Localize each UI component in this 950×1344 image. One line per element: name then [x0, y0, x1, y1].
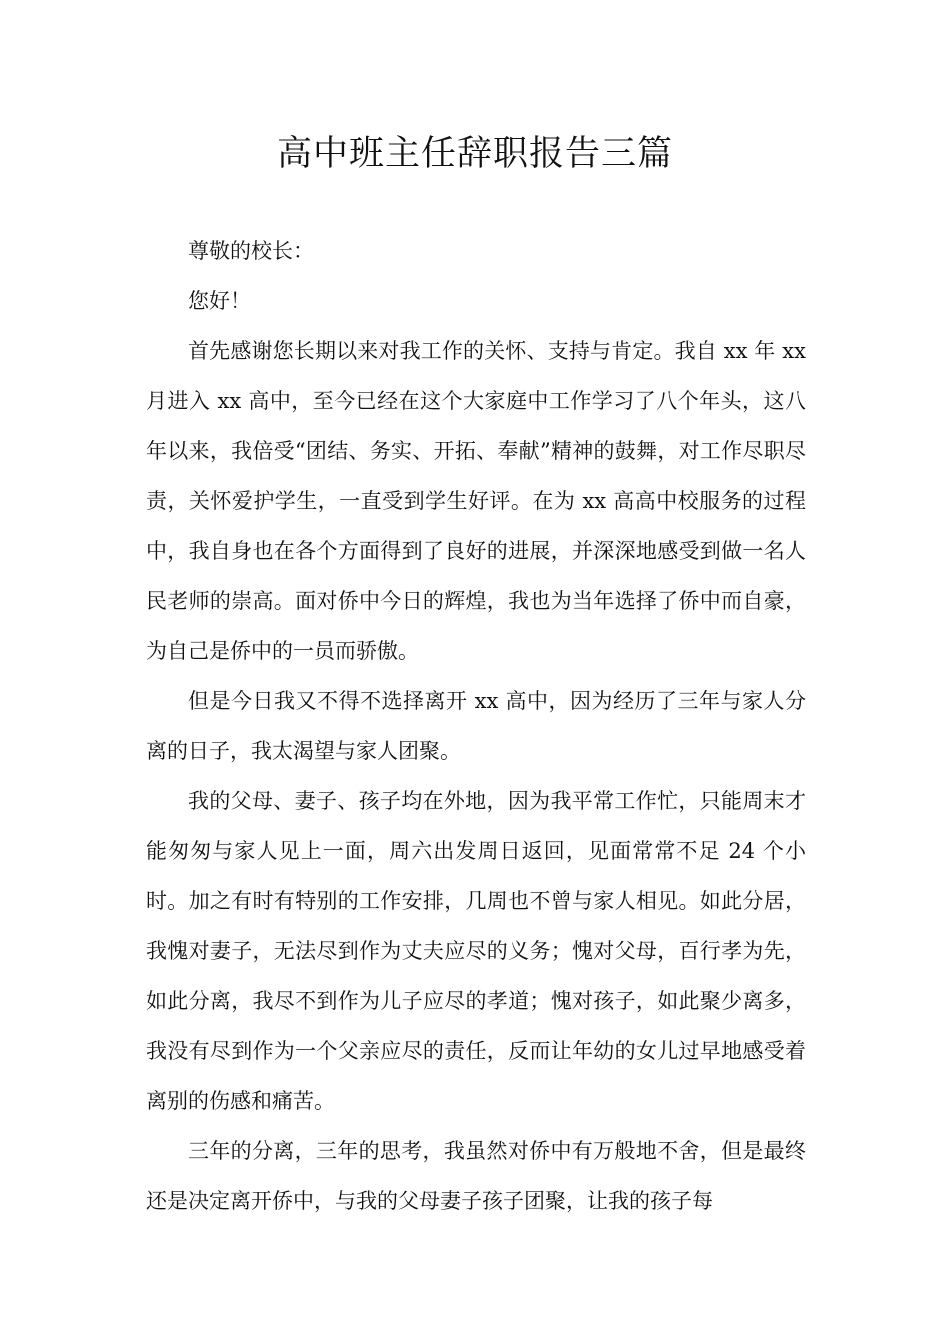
body-paragraph: 我的父母、妻子、孩子均在外地，因为我平常工作忙，只能周末才能匆匆与家人见上一面，周六出发周日返回，见面常常不足 24 个小时。加之有时有特别的工作安排，几周也不曾与家人相见。如此分居，我愧对妻子，无法尽到作为丈夫应尽的义务；愧对父母，百行孝为先，如此分离，我尽不到作为儿子应尽的孝道；愧对孩子，如此聚少离多，我没有尽到作为一个父亲应尽的责任，反而让年幼的女儿过早地感受着离别的伤感和痛苦。: [146, 789, 806, 1113]
salutation: 尊敬的校长：: [188, 239, 314, 263]
document-title: 高中班主任辞职报告三篇: [276, 134, 673, 174]
document-body: [146, 226, 806, 1226]
greeting: 您好！: [188, 289, 251, 313]
body-paragraph: 但是今日我又不得不选择离开 xx 高中，因为经历了三年与家人分离的日子，我太渴望与家人团聚。: [146, 689, 806, 763]
body-paragraph: 首先感谢您长期以来对我工作的关怀、支持与肯定。我自 xx 年 xx 月进入 xx 高中，至今已经在这个大家庭中工作学习了八个年头，这八年以来，我倍受“团结、务实、开拓、奉献”精神的鼓舞，对工作尽职尽责，关怀爱护学生，一直受到学生好评。在为 xx 高高中校服务的过程中，我自身也在各个方面得到了良好的进展，并深深地感受到做一名人民老师的崇高。面对侨中今日的辉煌，我也为当年选择了侨中而自豪，为自己是侨中的一员而骄傲。: [146, 339, 806, 663]
body-paragraph: 三年的分离，三年的思考，我虽然对侨中有万般地不舍，但是最终还是决定离开侨中，与我的父母妻子孩子团聚，让我的孩子每: [146, 1139, 806, 1213]
